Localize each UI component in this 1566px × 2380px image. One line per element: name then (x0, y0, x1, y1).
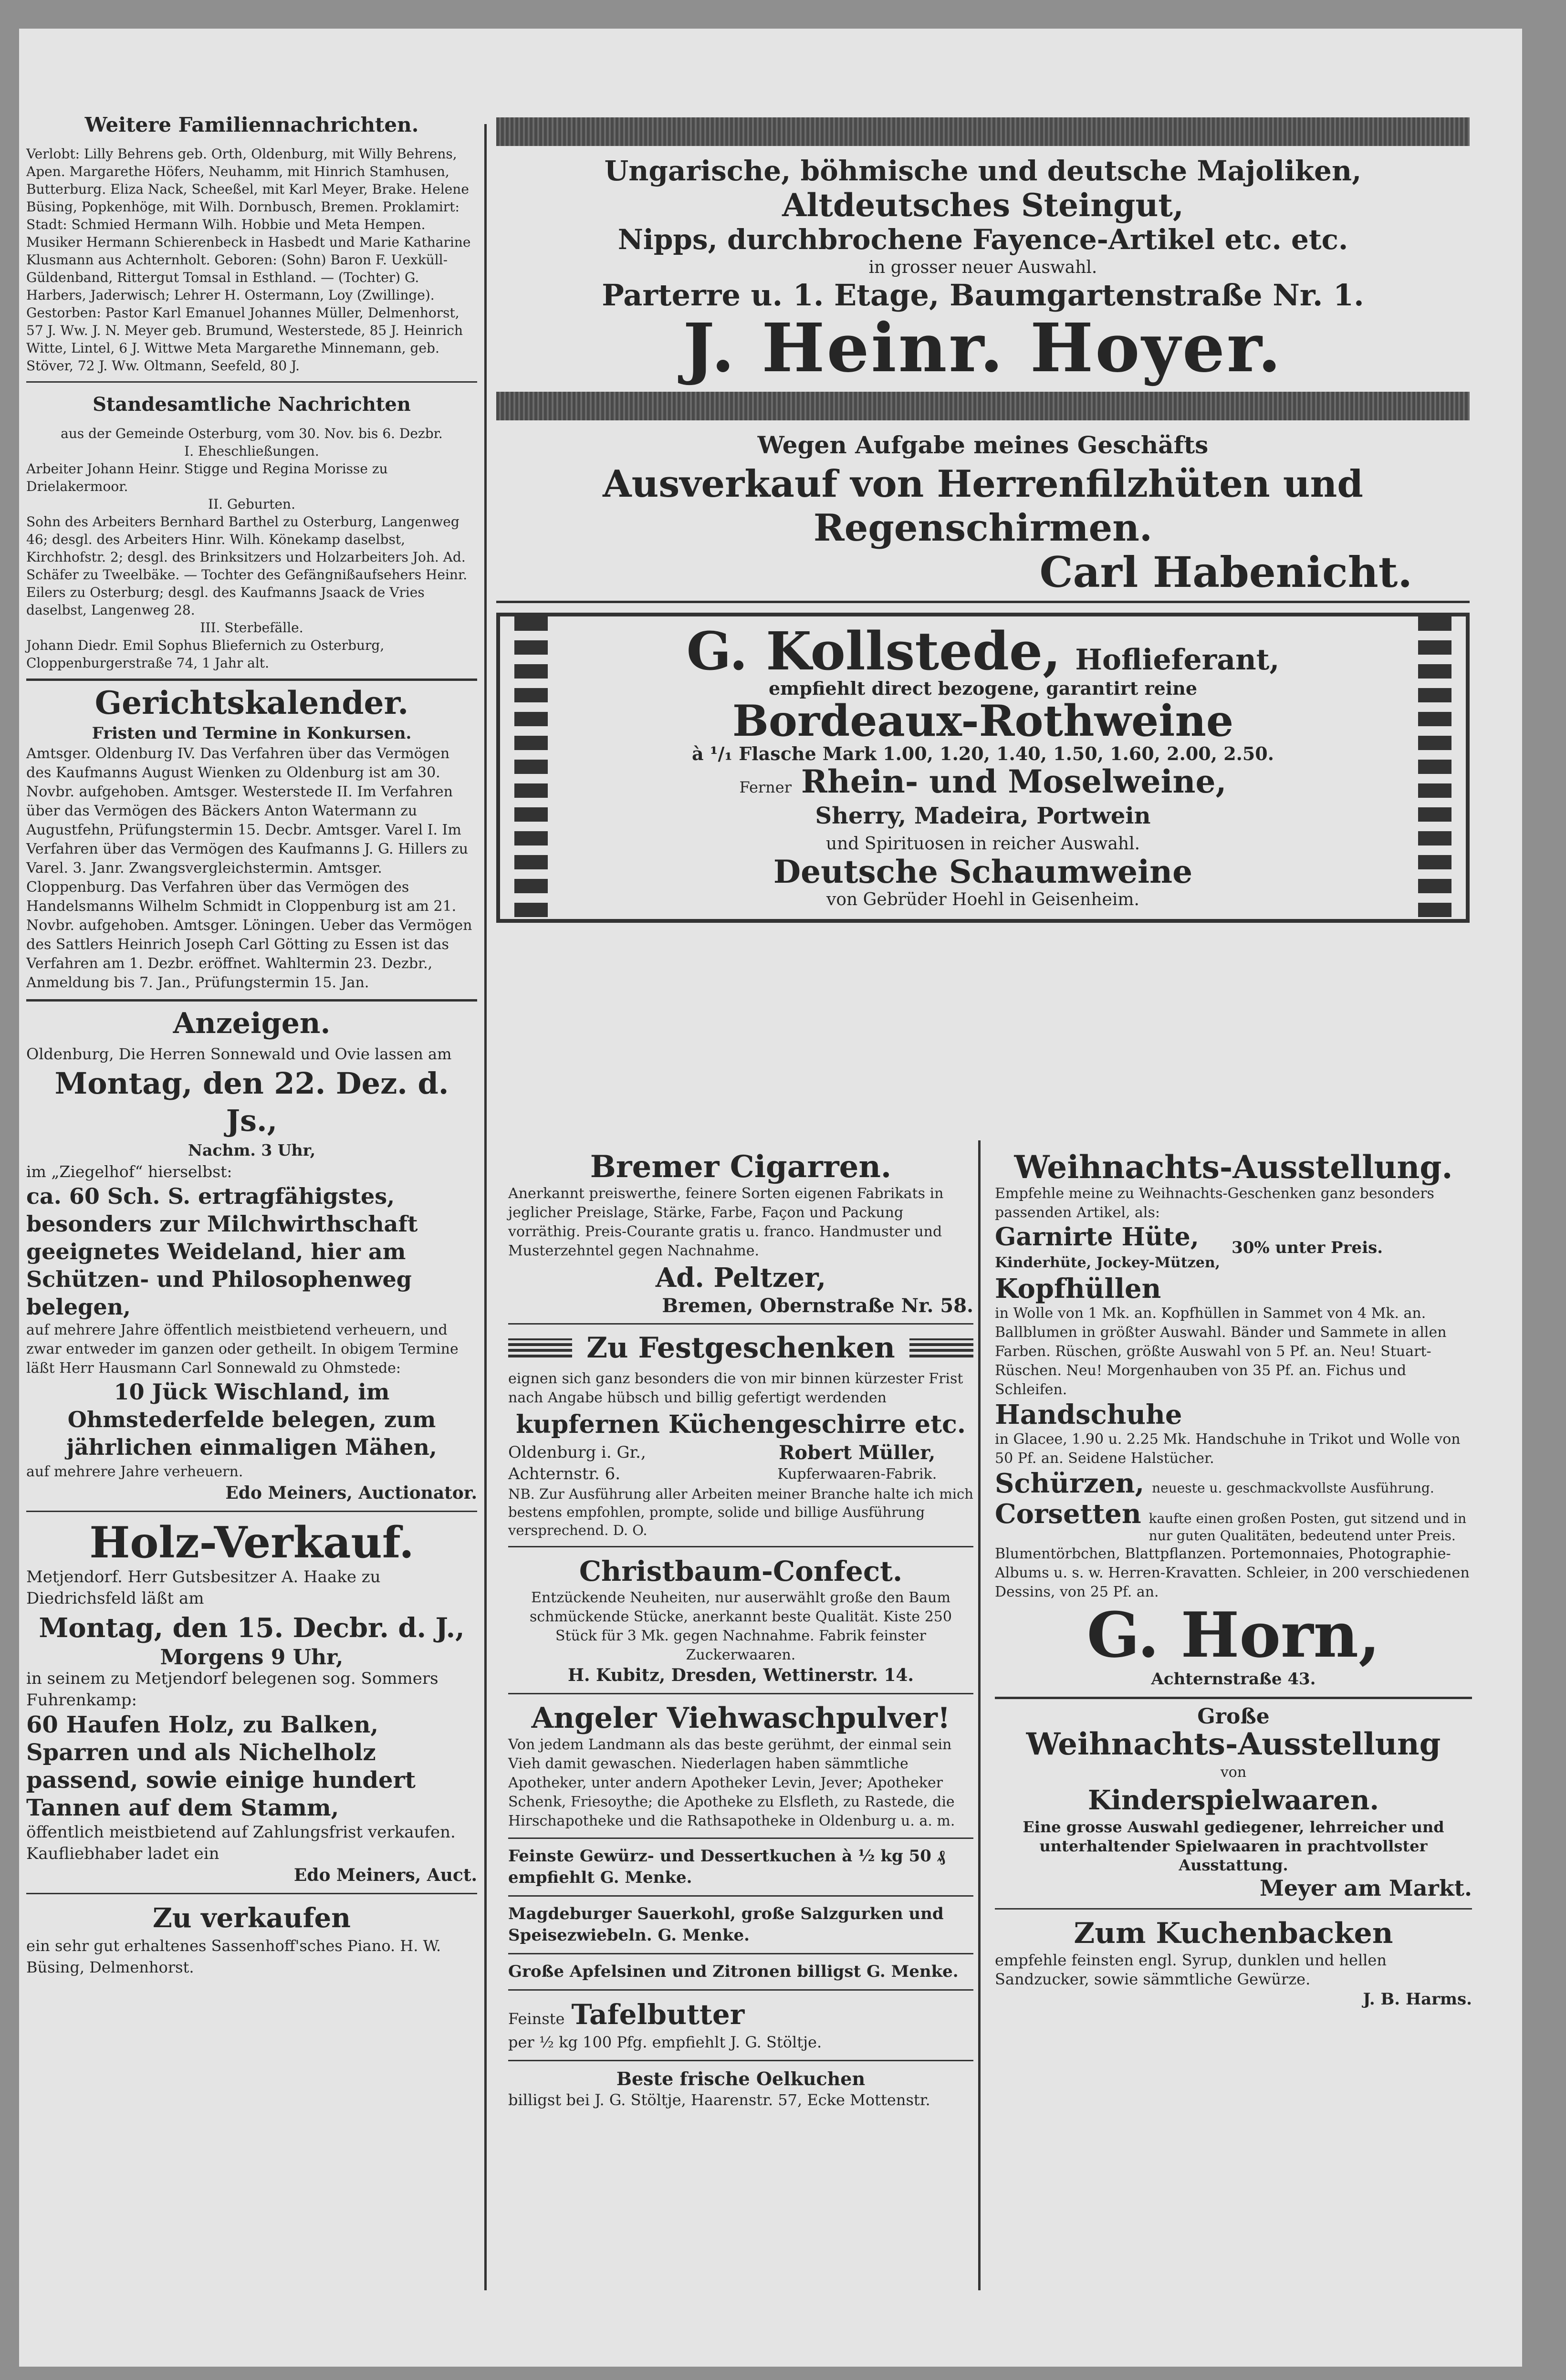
ads-title: Anzeigen. (173, 1007, 331, 1040)
court-calendar-subtitle: Fristen und Termine in Konkursen. (92, 724, 412, 743)
newspaper-page (19, 29, 1522, 2367)
divider (508, 1693, 973, 1694)
gift-title: Zu Festgeschenken (586, 1331, 895, 1365)
kollstede-line-8: von Gebrüder Hoehl in Geisenheim. (826, 890, 1139, 909)
horn-hats: Garnirte Hüte, (995, 1222, 1199, 1252)
meyer-line-5: Eine grosse Auswahl gediegener, lehrreicher und unterhaltender Spielwaaren in prachtvollster Ausstattung. (1023, 1818, 1444, 1874)
column-divider-2 (978, 1140, 981, 2290)
court-calendar-title: Gerichtskalender. (94, 684, 409, 721)
horn-hats-sub: Kinderhüte, Jockey-Mützen, (995, 1254, 1221, 1271)
kollstede-line-7: Deutsche Schaumweine (773, 853, 1193, 890)
habenicht-line-1: Wegen Aufgabe meines Geschäfts (757, 431, 1209, 459)
divider (508, 1989, 973, 1991)
divider (995, 1908, 1472, 1910)
horn-aprons-body: neueste u. geschmackvollste Ausführung. (1152, 1480, 1434, 1496)
gift-main: kupfernen Küchengeschirre etc. (516, 1410, 966, 1439)
divider (508, 1546, 973, 1547)
divider (496, 601, 1470, 603)
kollstede-prices: à ¹/₁ Flasche Mark 1.00, 1.20, 1.40, 1.50, 1.60, 2.00, 2.50. (692, 743, 1274, 764)
auction-place: im „Ziegelhof“ hierselbst: (26, 1162, 232, 1181)
hoyer-name: J. Heinr. Hoyer. (683, 309, 1283, 387)
wood-sale-signature: Edo Meiners, Auct. (293, 1865, 477, 1885)
butter-title: Tafelbutter (571, 1998, 745, 2031)
wood-sale-title: Holz-Verkauf. (89, 1517, 414, 1568)
hoyer-line-1: Ungarische, böhmische und deutsche Majoliken, (604, 155, 1362, 187)
horn-aprons: Schürzen, (995, 1468, 1145, 1499)
gift-body: eignen sich ganz besonders die von mir binnen kürzester Frist nach Angabe hübsch und billig gefertigt werdenden (508, 1370, 963, 1406)
butter-body: per ½ kg 100 Pfg. empfiehlt J. G. Stöltje. (508, 2033, 822, 2051)
angeler-title: Angeler Viehwaschpulver! (531, 1701, 950, 1735)
meyer-name: Meyer am Markt. (1259, 1875, 1472, 1901)
cigar-body: Anerkannt preiswerthe, feinere Sorten eigenen Fabrikats in jeglicher Preislage, Stärke, Farbe, Façon und Packung vorräthig. Preis-Courante gratis u. franco. Handmuster und Musterzehntel gegen Nachnahme. (508, 1185, 944, 1259)
wood-sale-body-2: öffentlich meistbietend auf Zahlungsfrist verkaufen. Kaufliebhaber ladet ein (26, 1823, 456, 1863)
menke-ad-3: Große Apfelsinen und Zitronen billigst G. Menke. (508, 1962, 959, 1981)
habenicht-name: Carl Habenicht. (1039, 547, 1412, 597)
family-news-body: Verlobt: Lilly Behrens geb. Orth, Oldenburg, mit Willy Behrens, Apen. Margarethe Höfers, Neuhamm, mit Hinrich Stamhusen, Butterburg. Eliza Nack, Scheeßel, mit Karl Meyer, Brake. Helene Büsing, Popkenhöge, mit Wilh. Dornbusch, Bremen. Proklamirt: Stadt: Schmied Hermann Wilh. Hobbie und Meta Hempen. Musiker Hermann Schierenbeck in Hasbedt und Marie Katharine Klusmann aus Achternholt. Geboren: (Sohn) Baron F. Uexküll-Güldenband, Rittergut Tomsal in Esthland. — (Tochter) G. Harbers, Jaderwisch; Lehrer H. Ostermann, Loy (Zwillinge). Gestorben: Pastor Karl Emanuel Johannes Müller, Delmenhorst, 57 J. Ww. J. N. Meyer geb. Brumund, Westerstede, 85 J. Heinrich Witte, Lintel, 6 J. Wittwe Meta Margarethe Minnemann, geb. Stöver, 72 J. Ww. Oltmann, Seefeld, 80 J. (26, 146, 471, 374)
auction-main-2: 10 Jück Wischland, im Ohmstederfelde belegen, zum jährlichen einmaligen Mähen, (66, 1379, 437, 1460)
divider (508, 1837, 973, 1839)
angeler-body: Von jedem Landmann als das beste gerühmt, der einmal sein Vieh damit gewaschen. Niederlagen haben sämmtliche Apotheker, unter andern Apotheker Levin, Jever; Apotheker Schenk, Friesoythe; die Apotheke zu Elsfleth, zu Rastede, die Hirschapotheke und die Rathsapotheke in Oldenburg u. a. m. (508, 1736, 955, 1829)
divider (508, 1895, 973, 1897)
hoyer-line-2: Altdeutsches Steingut, (782, 187, 1184, 224)
meyer-line-3: von (1220, 1764, 1247, 1781)
registry-section-2: II. Geburten. (208, 496, 295, 512)
registry-section-3: III. Sterbefälle. (200, 620, 303, 636)
gift-nb: NB. Zur Ausführung aller Arbeiten meiner Branche halte ich mich bestens empfohlen, prompte, solide und billige Ausführung versprechend. D. O. (508, 1486, 973, 1538)
auction-body: auf mehrere Jahre öffentlich meistbietend verheuern, und zwar entweder im ganzen oder getheilt. In obigem Termine läßt Herr Hausmann Carl Sonnewald zu Ohmstede: (26, 1322, 459, 1377)
meyer-line-2: Weihnachts-Ausstellung (1026, 1726, 1441, 1762)
family-news-title: Weitere Familiennachrichten. (84, 113, 419, 136)
horn-corsets: Corsetten (995, 1498, 1141, 1530)
cigar-address: Bremen, Obernstraße Nr. 58. (662, 1294, 973, 1317)
registry-text-2: Sohn des Arbeiters Bernhard Barthel zu Osterburg, Langenweg 46; desgl. des Arbeiters Hinr. Wilh. Könekamp daselbst, Kirchhofstr. 2; desgl. des Brinksitzers und Holzarbeiters Joh. Ad. Schäfer zu Tweelbäke. — Tochter des Gefängnißaufsehers Heinr. Eilers zu Osterburg; desgl. des Kaufmanns Jsaack de Vries daselbst, Langenweg 28. (26, 514, 468, 618)
side-column (995, 1150, 1472, 2010)
gift-name: Robert Müller, (779, 1441, 936, 1464)
cigar-name: Ad. Peltzer, (655, 1262, 826, 1294)
divider (26, 381, 477, 383)
harms-title: Zum Kuchenbacken (1074, 1917, 1393, 1950)
hoyer-line-3: Nipps, durchbrochene Fayence-Artikel etc. etc. (617, 223, 1348, 256)
butter-prefix: Feinste (508, 2010, 565, 2028)
banner-bar-left (508, 1338, 572, 1357)
divider (26, 999, 477, 1002)
column-divider (484, 124, 487, 2290)
horn-gloves: Handschuhe (995, 1399, 1182, 1430)
menke-ad-1: Feinste Gewürz- und Dessertkuchen à ½ kg 50 ₰ empfiehlt G. Menke. (508, 1847, 945, 1887)
oilcake-body: billigst bei J. G. Stöltje, Haarenstr. 57, Ecke Mottenstr. (508, 2091, 930, 2109)
harms-body: empfehle feinsten engl. Syrup, dunklen und hellen Sandzucker, sowie sämmtliche Gewürze. (995, 1951, 1387, 1988)
horn-hoods-body: in Wolle von 1 Mk. an. Kopfhüllen in Sammet von 4 Mk. an. Ballblumen in größter Auswahl. Bänder und Sammete in allen Farben. Rüschen, größte Auswahl von 5 Pf. an. Neu! Stuart-Rüschen. Neu! Morgenhauben von 35 Pf. an. Fichus und Schleifen. (995, 1305, 1447, 1398)
divider (26, 1893, 477, 1894)
kollstede-line-6: und Spirituosen in reicher Auswahl. (825, 834, 1140, 854)
kollstede-line-2: Bordeaux-Rothweine (732, 696, 1234, 746)
gift-place: Oldenburg i. Gr., Achternstr. 6. (508, 1443, 646, 1483)
oilcake-title: Beste frische Oelkuchen (616, 2068, 866, 2089)
gift-banner (508, 1331, 973, 1365)
wood-sale-main: 60 Haufen Holz, zu Balken, Sparren und als Nichelholz passend, sowie einige hundert Tannen auf dem Stamm, (26, 1712, 416, 1821)
horn-rest: Blumentörbchen, Blattpflanzen. Portemonnaies, Photographie-Albums u. s. w. Herren-Kravatten. Schleier, in 200 verschiedenen Dessins, von 25 Pf. an. (995, 1545, 1470, 1600)
meyer-line-1: Große (1197, 1704, 1270, 1729)
gift-sub: Kupferwaaren-Fabrik. (777, 1466, 937, 1482)
kollstede-ferner: Ferner (739, 778, 792, 796)
horn-intro: Empfehle meine zu Weihnachts-Geschenken ganz besonders passenden Artikel, als: (995, 1185, 1434, 1221)
horn-address: Achternstraße 43. (1151, 1670, 1316, 1689)
horn-hoods: Kopfhüllen (995, 1273, 1161, 1305)
wood-sale-date: Montag, den 15. Decbr. d. J., (39, 1612, 465, 1644)
confect-title: Christbaum-Confect. (579, 1555, 903, 1587)
confect-signature: H. Kubitz, Dresden, Wettinerstr. 14. (567, 1665, 914, 1685)
left-column (26, 105, 477, 1978)
kollstede-name: G. Kollstede, (686, 620, 1061, 682)
meyer-line-4: Kinderspielwaaren. (1088, 1785, 1379, 1816)
right-column (496, 110, 1470, 932)
registry-text-3: Johann Diedr. Emil Sophus Bliefernich zu Osterburg, Cloppenburgerstraße 74, 1 Jahr alt. (26, 637, 385, 671)
divider (508, 1323, 973, 1325)
divider (508, 2060, 973, 2061)
auction-time: Nachm. 3 Uhr, (188, 1141, 316, 1159)
divider (995, 1697, 1472, 1699)
banner-bar-right (909, 1338, 973, 1357)
habenicht-line-3: Regenschirmen. (813, 506, 1153, 550)
auction-body-2: auf mehrere Jahre verheuern. (26, 1463, 243, 1480)
hoyer-line-4: in grosser neuer Auswahl. (868, 258, 1097, 277)
habenicht-line-2: Ausverkauf von Herrenfilzhüten und (603, 462, 1363, 506)
ornamental-bar (496, 392, 1470, 420)
harms-signature: J. B. Harms. (1363, 1990, 1472, 2009)
menke-ad-2: Magdeburger Sauerkohl, große Salzgurken und Speisezwiebeln. G. Menke. (508, 1904, 944, 1945)
auction-signature: Edo Meiners, Auctionator. (225, 1483, 477, 1503)
registry-title: Standesamtliche Nachrichten (93, 393, 411, 416)
for-sale-body: ein sehr gut erhaltenes Sassenhoff'sches Piano. H. W. Büsing, Delmenhorst. (26, 1937, 441, 1976)
registry-section-1: I. Eheschließungen. (184, 443, 319, 459)
wood-sale-intro: Metjendorf. Herr Gutsbesitzer A. Haake zu Diedrichsfeld läßt am (26, 1567, 381, 1608)
auction-date: Montag, den 22. Dez. d. Js., (54, 1066, 449, 1138)
divider (26, 679, 477, 681)
confect-body: Entzückende Neuheiten, nur auserwählt große den Baum schmückende Stücke, anerkannt beste Qualität. Kiste 250 Stück für 3 Mk. gegen Nachnahme. Fabrik feinster Zuckerwaaren. (530, 1589, 952, 1663)
kollstede-line-5: Sherry, Madeira, Portwein (815, 803, 1151, 829)
horn-name: G. Horn, (1086, 1598, 1380, 1671)
wood-sale-time: Morgens 9 Uhr, (160, 1645, 344, 1670)
kollstede-line-1: empfiehlt direct bezogene, garantirt reine (768, 678, 1198, 699)
hoyer-line-5: Parterre u. 1. Etage, Baumgartenstraße Nr. 1. (602, 278, 1364, 313)
divider (508, 1953, 973, 1954)
registry-subtitle: aus der Gemeinde Osterburg, vom 30. Nov. bis 6. Dezbr. (61, 426, 443, 441)
kollstede-title: Hoflieferant, (1075, 643, 1280, 677)
auction-main: ca. 60 Sch. S. ertragfähigstes, besonders zur Milchwirthschaft geeignetes Weideland, hier am Schützen- und Philosophenweg belegen, (26, 1183, 418, 1320)
kollstede-line-4: Rhein- und Moselweine, (801, 763, 1227, 800)
kollstede-ad (496, 613, 1470, 923)
wood-sale-body: in seinem zu Metjendorf belegenen sog. Sommers Fuhrenkamp: (26, 1669, 438, 1710)
horn-gloves-body: in Glacee, 1.90 u. 2.25 Mk. Handschuhe in Trikot und Wolle von 50 Pf. an. Seidene Halstücher. (995, 1431, 1461, 1467)
horn-title: Weihnachts-Ausstellung. (1014, 1148, 1453, 1186)
horn-corsets-body: kaufte einen großen Posten, gut sitzend und in nur guten Qualitäten, bedeutend unter Preis. (1148, 1511, 1467, 1544)
registry-text-1: Arbeiter Johann Heinr. Stigge und Regina Morisse zu Drielakermoor. (26, 461, 388, 494)
auction-intro: Oldenburg, Die Herren Sonnewald und Ovie lassen am (26, 1045, 452, 1063)
for-sale-title: Zu verkaufen (153, 1902, 351, 1934)
middle-column (508, 1150, 973, 2111)
horn-hats-discount: 30% unter Preis. (1232, 1238, 1383, 1257)
court-calendar-body: Amtsger. Oldenburg IV. Das Verfahren über das Vermögen des Kaufmanns August Wienken zu Oldenburg ist am 30. Novbr. aufgehoben. Amtsger. Westerstede II. Im Verfahren über das Vermögen des Bäckers Anton Watermann zu Augustfehn, Prüfungstermin 15. Decbr. Amtsger. Varel I. Im Verfahren über das Vermögen des Kaufmanns J. G. Hillers zu Varel. 3. Janr. Zwangsvergleichstermin. Amtsger. Cloppenburg. Das Verfahren über das Vermögen des Handelsmanns Wilhelm Schmidt in Cloppenburg ist am 21. Novbr. aufgehoben. Amtsger. Löningen. Ueber das Vermögen des Sattlers Heinrich Joseph Carl Götting zu Essen ist das Verfahren am 1. Dezbr. eröffnet. Wahltermin 23. Dezbr., Anmeldung bis 7. Jan., Prüfungstermin 15. Jan. (26, 745, 472, 991)
ornamental-bar (496, 117, 1470, 146)
divider (26, 1511, 477, 1512)
cigar-title: Bremer Cigarren. (590, 1149, 892, 1185)
